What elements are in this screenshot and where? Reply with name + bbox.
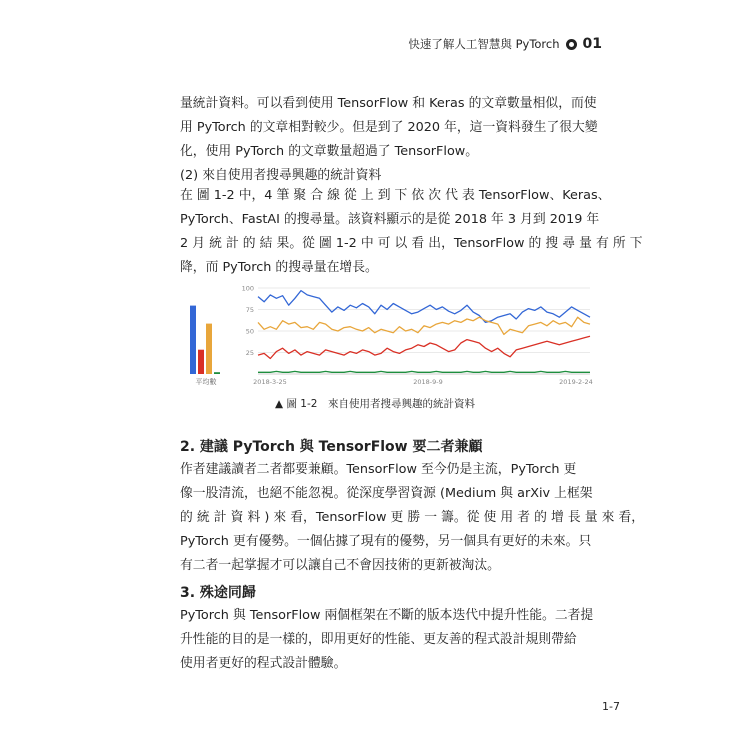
running-header-title: 快速了解人工智慧與 PyTorch <box>408 37 560 51</box>
average-bar <box>214 372 220 374</box>
y-tick-label: 75 <box>245 306 254 314</box>
x-tick-label: 2018-3-25 <box>253 378 287 386</box>
average-bar <box>190 306 196 374</box>
y-tick-label: 100 <box>241 284 254 293</box>
x-tick-label: 2018-9-9 <box>413 378 443 386</box>
average-bar <box>198 350 204 374</box>
section3-heading: 3. 殊途同歸 <box>180 585 256 601</box>
text-line: 作者建議讀者二者都要兼顧。TensorFlow 至今仍是主流，PyTorch 更 <box>180 462 577 477</box>
text-line: 在 圖 1-2 中，4 筆 聚 合 線 從 上 到 下 依 次 代 表 TensorFlow、Keras、 <box>180 188 611 203</box>
text-line: 量統計資料。可以看到使用 TensorFlow 和 Keras 的文章數量相似，而使 <box>180 96 597 111</box>
section2-heading: 2. 建議 PyTorch 與 TensorFlow 要二者兼顧 <box>180 439 483 455</box>
x-tick-label: 2019-2-24 <box>559 378 593 386</box>
text-line: 化，使用 PyTorch 的文章數量超過了 TensorFlow。 <box>180 144 479 159</box>
text-line: PyTorch 與 TensorFlow 兩個框架在不斷的版本迭代中提升性能。二者提 <box>180 608 594 623</box>
running-header <box>408 36 602 52</box>
text-line: 的 統 計 資 料 ) 來 看，TensorFlow 更 勝 一 籌。從 使 用 者 的 增 長 量 來 看， <box>180 510 645 525</box>
average-bar-label: 平均數 <box>195 378 217 386</box>
series-line <box>258 336 590 358</box>
page-number: 1-7 <box>602 700 620 713</box>
text-line: 降，而 PyTorch 的搜尋量在增長。 <box>180 260 378 275</box>
figure-caption: ▲ 圖 1-2 來自使用者搜尋興趣的統計資料 <box>275 398 475 410</box>
subsection-heading: (2) 來自使用者搜尋興趣的統計資料 <box>180 168 382 183</box>
search-interest-chart <box>172 284 602 390</box>
average-bar <box>206 324 212 374</box>
y-tick-label: 50 <box>245 327 254 336</box>
text-line: 像一股清流，也絕不能忽視。從深度學習資源 (Medium 與 arXiv 上框架 <box>180 486 593 501</box>
text-line: 用 PyTorch 的文章相對較少。但是到了 2020 年，這一資料發生了很大變 <box>180 120 598 135</box>
chapter-circle-icon <box>566 39 577 50</box>
section2-paragraph <box>180 458 645 578</box>
intro-paragraph <box>180 92 598 164</box>
series-line <box>258 317 590 334</box>
series-line <box>258 371 590 372</box>
text-line: 使用者更好的程式設計體驗。 <box>180 656 347 671</box>
text-line: 有二者一起掌握才可以讓自己不會因技術的更新被淘汰。 <box>180 558 500 573</box>
y-tick-label: 25 <box>245 349 254 357</box>
text-line: 升性能的目的是一樣的，即用更好的性能、更友善的程式設計規則帶給 <box>180 632 577 647</box>
text-line: PyTorch、FastAI 的搜尋量。該資料顯示的是從 2018 年 3 月到 2019 年 <box>180 212 600 227</box>
chapter-number: 01 <box>582 36 602 52</box>
series-line <box>258 291 590 323</box>
subsection-paragraph <box>180 184 643 280</box>
search-interest-figure <box>172 284 602 390</box>
text-line: PyTorch 更有優勢。一個佔據了現有的優勢，另一個具有更好的未來。只 <box>180 534 592 549</box>
section3-paragraph <box>180 604 598 676</box>
text-line: 2 月 統 計 的 結 果。從 圖 1-2 中 可 以 看 出，TensorFlow 的 搜 尋 量 有 所 下 <box>180 236 643 251</box>
